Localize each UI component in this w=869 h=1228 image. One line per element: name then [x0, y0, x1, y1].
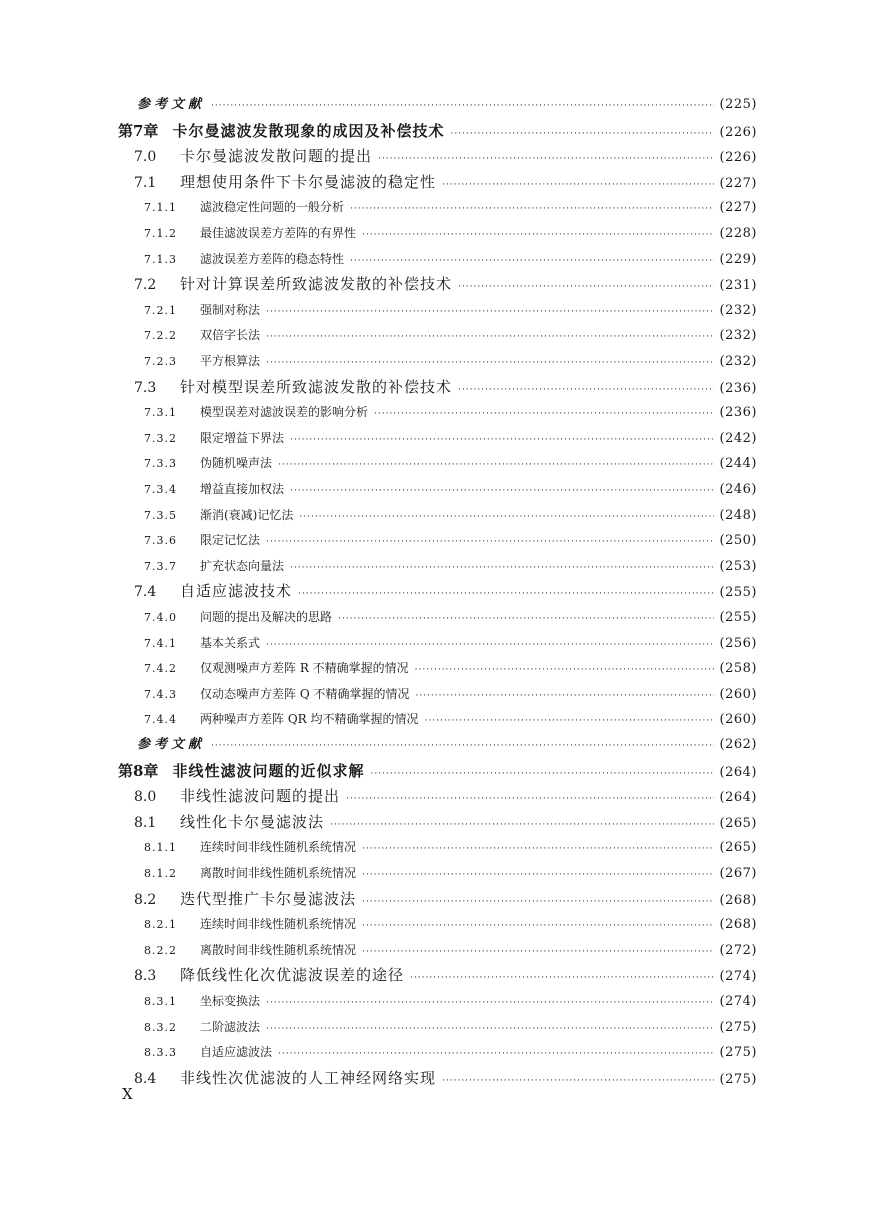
toc-entry-number: 7.3.5: [144, 509, 177, 522]
toc-entry-page: (268): [719, 893, 757, 908]
toc-subsection-entry: [144, 1015, 757, 1039]
toc-dot-leader: [266, 633, 714, 657]
toc-entry-page: (275): [719, 1045, 757, 1060]
toc-entry-page: (256): [719, 636, 757, 651]
toc-entry-title: 线性化卡尔曼滤波法: [180, 813, 325, 831]
toc-entry-page: (229): [719, 252, 757, 267]
toc-dot-leader: [362, 914, 714, 938]
toc-subsection-entry: [144, 707, 757, 731]
toc-dot-leader: [415, 684, 713, 708]
toc-entry-title: 离散时间非线性随机系统情况: [200, 866, 357, 880]
toc-entry-title: 扩充状态向量法: [200, 559, 285, 573]
toc-entry-title: 最佳滤波误差方差阵的有界性: [200, 226, 357, 240]
toc-entry-number: 8.1: [134, 815, 157, 831]
toc-entry-title: 滤波稳定性问题的一般分析: [200, 200, 345, 214]
toc-entry-page: (244): [719, 456, 757, 471]
toc-dot-leader: [362, 940, 714, 964]
toc-entry-title: 限定记忆法: [200, 533, 261, 547]
toc-subsection-entry: [144, 451, 757, 475]
toc-entry-page: (272): [719, 943, 757, 958]
toc-entry-title: 自适应滤波法: [200, 1045, 273, 1059]
toc-section-entry: [134, 784, 757, 808]
toc-dot-leader: [266, 351, 714, 375]
toc-subsection-entry: [144, 912, 757, 936]
toc-entry-page: (265): [719, 840, 757, 855]
toc-dot-leader: [266, 325, 714, 349]
toc-subsection-entry: [144, 400, 757, 424]
toc-entry-number: 7.4.2: [144, 662, 177, 675]
toc-entry-title: 限定增益下界法: [200, 431, 285, 445]
toc-entry-number: 8.2.2: [144, 944, 177, 957]
toc-entry-title: 问题的提出及解决的思路: [200, 610, 333, 624]
toc-entry-title: 针对计算误差所致滤波发散的补偿技术: [180, 275, 453, 293]
toc-entry-title: 卡尔曼滤波发散问题的提出: [180, 147, 373, 165]
toc-subsection-entry: [144, 477, 757, 501]
toc-dot-leader: [290, 556, 714, 580]
toc-dot-leader: [362, 863, 714, 887]
toc-dot-leader: [362, 837, 714, 861]
toc-entry-page: (227): [719, 176, 757, 191]
toc-section-entry: [134, 272, 757, 296]
toc-entry-title: 两种噪声方差阵 QR 均不精确掌握的情况: [200, 712, 419, 726]
toc-entry-title: 仅观测噪声方差阵 R 不精确掌握的情况: [200, 661, 409, 675]
toc-entry-title: 参考文献: [137, 97, 206, 112]
toc-subsection-entry: [144, 323, 757, 347]
toc-entry-page: (260): [719, 687, 757, 702]
toc-entry-number: 7.4: [134, 584, 157, 600]
toc-dot-leader: [350, 197, 714, 221]
toc-dot-leader: [346, 787, 714, 811]
toc-entry-number: 8.3: [134, 968, 157, 984]
toc-dot-leader: [290, 428, 714, 452]
toc-dot-leader: [299, 505, 713, 529]
toc-entry-title: 平方根算法: [200, 354, 261, 368]
toc-subsection-entry: [144, 605, 757, 629]
toc-dot-leader: [442, 173, 714, 197]
toc-dot-leader: [266, 530, 714, 554]
toc-entry-number: 7.0: [134, 149, 157, 165]
toc-entry-page: (255): [719, 610, 757, 625]
toc-entry-page: (226): [719, 125, 757, 140]
toc-entry-title: 针对模型误差所致滤波发散的补偿技术: [180, 378, 453, 396]
toc-dot-leader: [415, 658, 714, 682]
toc-section-entry: [134, 963, 757, 987]
toc-entry-number: 7.2.3: [144, 355, 177, 368]
toc-dot-leader: [278, 453, 714, 477]
toc-entry-title: 二阶滤波法: [200, 1020, 261, 1034]
toc-subsection-entry: [144, 298, 757, 322]
toc-subsection-entry: [144, 554, 757, 578]
toc-dot-leader: [211, 734, 714, 758]
toc-entry-page: (242): [719, 431, 757, 446]
toc-entry-number: 8.3.3: [144, 1046, 177, 1059]
toc-dot-leader: [338, 607, 714, 631]
toc-subsection-entry: [144, 989, 757, 1013]
toc-entry-title: 渐消(衰减)记忆法: [200, 508, 294, 522]
toc-entry-page: (246): [719, 482, 757, 497]
toc-entry-title: 降低线性化次优滤波误差的途径: [180, 966, 405, 984]
toc-dot-leader: [378, 147, 714, 171]
toc-subsection-entry: [144, 528, 757, 552]
toc-dot-leader: [330, 813, 714, 837]
toc-entry-number: 第7章: [118, 122, 159, 140]
toc-entry-number: 7.3.2: [144, 432, 177, 445]
toc-entry-page: (265): [719, 816, 757, 831]
page-number-footer: X: [122, 1085, 133, 1103]
toc-entry-number: 7.1.2: [144, 227, 177, 240]
toc-dot-leader: [425, 709, 714, 733]
toc-subsection-entry: [144, 938, 757, 962]
toc-entry-number: 8.3.2: [144, 1021, 177, 1034]
toc-section-entry: [134, 887, 757, 911]
toc-dot-leader: [266, 1017, 714, 1041]
toc-entry-page: (258): [719, 661, 757, 676]
toc-entry-number: 8.3.1: [144, 995, 177, 1008]
toc-entry-page: (228): [719, 226, 757, 241]
toc-entry-number: 7.4.0: [144, 611, 177, 624]
toc-entry-title: 仅动态噪声方差阵 Q 不精确掌握的情况: [200, 687, 410, 701]
toc-entry-title: 伪随机噪声法: [200, 456, 273, 470]
toc-dot-leader: [362, 223, 714, 247]
toc-entry-title: 离散时间非线性随机系统情况: [200, 943, 357, 957]
toc-entry-number: 7.2.1: [144, 304, 177, 317]
toc-entry-page: (236): [719, 405, 757, 420]
toc-entry-page: (274): [719, 969, 757, 984]
toc-entry-title: 非线性滤波问题的近似求解: [172, 762, 365, 780]
toc-entry-number: 7.1.1: [144, 201, 177, 214]
toc-section-entry: [134, 579, 757, 603]
toc-entry-title: 连续时间非线性随机系统情况: [200, 840, 357, 854]
toc-section-entry: [134, 810, 757, 834]
toc-entry-page: (225): [719, 97, 757, 112]
toc-entry-title: 双倍字长法: [200, 328, 261, 342]
toc-entry-page: (264): [719, 765, 757, 780]
toc-dot-leader: [374, 402, 714, 426]
toc-section-entry: [134, 144, 757, 168]
toc-subsection-entry: [144, 503, 757, 527]
toc-entry-page: (253): [719, 559, 757, 574]
toc-section-entry: [134, 170, 757, 194]
toc-subsection-entry: [144, 426, 757, 450]
toc-entry-page: (268): [719, 917, 757, 932]
toc-entry-title: 强制对称法: [200, 303, 261, 317]
toc-entry-title: 非线性滤波问题的提出: [180, 787, 341, 805]
toc-entry-title: 参考文献: [137, 737, 206, 752]
toc-entry-number: 7.3.4: [144, 483, 177, 496]
toc-entry-number: 7.3: [134, 380, 157, 396]
toc-dot-leader: [370, 762, 713, 786]
toc-entry-title: 连续时间非线性随机系统情况: [200, 917, 357, 931]
toc-subsection-entry: [144, 1040, 757, 1064]
toc-dot-leader: [458, 378, 714, 402]
toc-dot-leader: [211, 94, 714, 118]
toc-dot-leader: [450, 122, 713, 146]
toc-entry-page: (236): [719, 381, 757, 396]
toc-entry-page: (255): [719, 585, 757, 600]
toc-entry-page: (231): [719, 278, 757, 293]
toc-dot-leader: [290, 479, 714, 503]
toc-entry-number: 7.1: [134, 175, 157, 191]
toc-subsection-entry: [144, 861, 757, 885]
toc-entry-page: (267): [719, 866, 757, 881]
toc-entry-number: 8.4: [134, 1071, 157, 1087]
toc-entry-title: 坐标变换法: [200, 994, 261, 1008]
toc-entry-number: 7.1.3: [144, 253, 177, 266]
toc-entry-number: 7.4.3: [144, 688, 177, 701]
toc-entry-page: (264): [719, 790, 757, 805]
toc-subsection-entry: [144, 835, 757, 859]
toc-subsection-entry: [144, 682, 757, 706]
toc-entry-page: (227): [719, 200, 757, 215]
toc-entry-number: 7.3.6: [144, 534, 177, 547]
toc-entry-title: 迭代型推广卡尔曼滤波法: [180, 890, 357, 908]
toc-subsection-entry: [144, 221, 757, 245]
toc-entry-page: (226): [719, 150, 757, 165]
toc-entry-number: 7.3.3: [144, 457, 177, 470]
toc-entry-number: 7.4.4: [144, 713, 177, 726]
toc-entry-title: 滤波误差方差阵的稳态特性: [200, 252, 345, 266]
toc-entry-page: (232): [719, 303, 757, 318]
toc-entry-page: (275): [719, 1020, 757, 1035]
toc-entry-number: 8.2: [134, 892, 157, 908]
toc-entry-number: 7.2: [134, 277, 157, 293]
toc-entry-title: 卡尔曼滤波发散现象的成因及补偿技术: [172, 122, 445, 140]
toc-entry-page: (232): [719, 328, 757, 343]
toc-entry-number: 7.4.1: [144, 637, 177, 650]
toc-entry-number: 8.0: [134, 789, 157, 805]
toc-dot-leader: [362, 890, 714, 914]
toc-entry-title: 基本关系式: [200, 636, 261, 650]
toc-dot-leader: [442, 1069, 714, 1093]
toc-dot-leader: [350, 249, 714, 273]
toc-entry-title: 增益直接加权法: [200, 482, 285, 496]
toc-dot-leader: [410, 966, 714, 990]
toc-entry-page: (260): [719, 712, 757, 727]
toc-chapter-entry: [118, 759, 757, 783]
toc-entry-number: 7.3.1: [144, 406, 177, 419]
toc-subsection-entry: [144, 195, 757, 219]
toc-entry-page: (232): [719, 354, 757, 369]
toc-entry-title: 模型误差对滤波误差的影响分析: [200, 405, 369, 419]
toc-entry-number: 7.3.7: [144, 560, 177, 573]
toc-entry-title: 理想使用条件下卡尔曼滤波的稳定性: [180, 173, 437, 191]
toc-subsection-entry: [144, 247, 757, 271]
toc-entry-number: 8.2.1: [144, 918, 177, 931]
toc-dot-leader: [298, 582, 714, 606]
toc-entry-page: (274): [719, 994, 757, 1009]
toc-references-entry: [137, 93, 757, 117]
toc-entry-number: 8.1.1: [144, 841, 177, 854]
toc-entry-page: (275): [719, 1072, 757, 1087]
toc-entry-page: (250): [719, 533, 757, 548]
toc-section-entry: [134, 375, 757, 399]
toc-dot-leader: [266, 300, 714, 324]
toc-dot-leader: [278, 1042, 714, 1066]
toc-entry-number: 第8章: [118, 762, 159, 780]
toc-section-entry: [134, 1066, 757, 1090]
toc-references-entry: [137, 733, 757, 757]
toc-entry-page: (248): [719, 508, 757, 523]
toc-subsection-entry: [144, 631, 757, 655]
toc-entry-title: 非线性次优滤波的人工神经网络实现: [180, 1069, 437, 1087]
toc-entry-number: 8.1.2: [144, 867, 177, 880]
toc-entry-number: 7.2.2: [144, 329, 177, 342]
toc-subsection-entry: [144, 656, 757, 680]
toc-entry-title: 自适应滤波技术: [180, 582, 293, 600]
toc-subsection-entry: [144, 349, 757, 373]
toc-chapter-entry: [118, 119, 757, 143]
toc-entry-page: (262): [719, 737, 757, 752]
toc-dot-leader: [458, 275, 714, 299]
toc-dot-leader: [266, 991, 714, 1015]
